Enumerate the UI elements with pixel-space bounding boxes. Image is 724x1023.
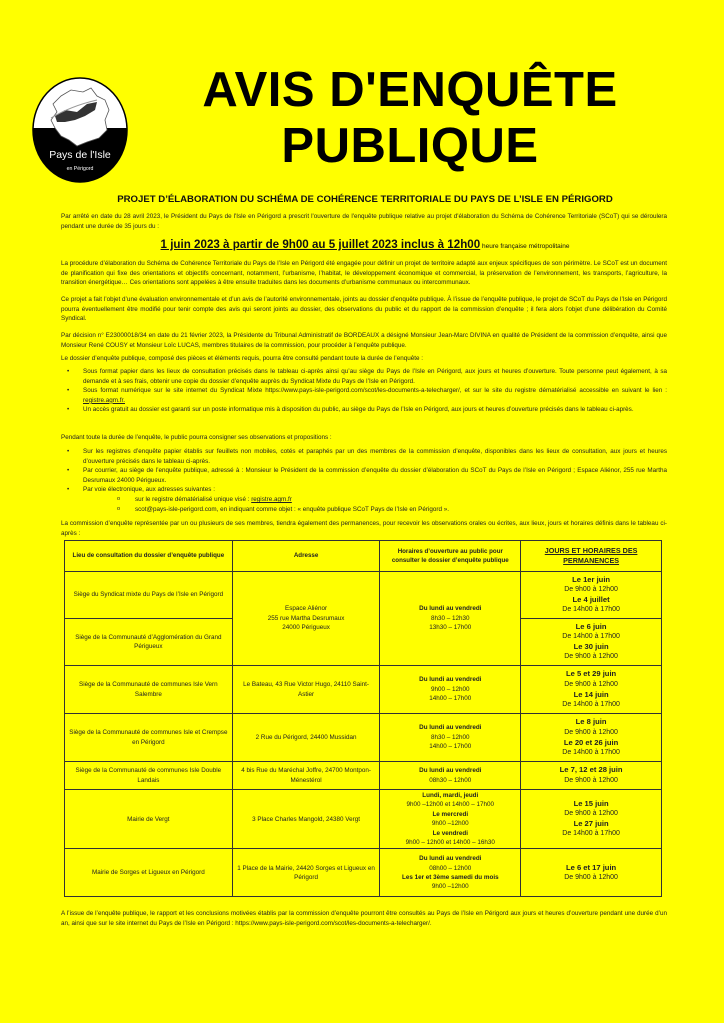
permanence-cell: Le 15 juin De 9h00 à 12h00 Le 27 juin De 14h00 à 17h00 [521, 790, 662, 849]
title-line-1: AVIS D'ENQUÊTE [202, 63, 618, 117]
title-line-2: PUBLIQUE [281, 119, 539, 173]
address-cell: Espace Aliénor 255 rue Martha Desrumaux 24000 Périgueux [232, 572, 380, 666]
hours-cell: Du lundi au vendredi 08h00 – 12h00 Les 1er et 3ème samedi du mois 9h00 –12h00 [380, 849, 521, 897]
address-cell: 3 Place Charles Mangold, 24380 Vergt [232, 790, 380, 849]
permanence-cell: Le 1er juin De 9h00 à 12h00 Le 4 juillet De 14h00 à 17h00 [521, 572, 662, 619]
observations-intro: Pendant toute la durée de l’enquête, le public pourra consigner ses observations et propositions : [61, 434, 332, 441]
header-address: Adresse [232, 541, 380, 572]
place-cell: Siège du Syndicat mixte du Pays de l’Isle en Périgord [65, 572, 233, 619]
enquiry-dates [60, 238, 670, 251]
place-cell: Siège de la Communauté de communes Isle Vern Salembre [65, 666, 233, 714]
address-cell: 1 Place de la Mairie, 24420 Sorges et Ligueux en Périgord [232, 849, 380, 897]
header-permanences: JOURS ET HORAIRES DES PERMANENCES [521, 541, 662, 572]
hours-cell: Du lundi au vendredi 08h30 – 12h00 [380, 762, 521, 790]
dossier-item-paper: • Sous format papier dans les lieux de consultation précisés dans le tableau ci-après ainsi qu’au siège du Pays de l’Isle en Périgord, aux jours et heures d’ouverture. Toute personne peut également, à sa demande et à ses frais, obtenir une copie du dossier d’enquête auprès du Syndicat Mixte du Pays de l’Isle en Périgord. [61, 367, 667, 386]
electronic-email: o scot@pays-isle-perigord.com, en indiquant comme objet : « enquête publique SCoT Pays de l’Isle en Périgord ». [83, 505, 667, 515]
hours-cell: Du lundi au vendredi 8h30 – 12h00 14h00 – 17h00 [380, 714, 521, 762]
place-cell: Siège de la Communauté de communes Isle et Crempse en Périgord [65, 714, 233, 762]
decision-paragraph: Par décision n° E23000018/34 en date du 21 février 2023, la Présidente du Tribunal Administratif de BORDEAUX a désigné Monsieur Jean-Marc DIVINA en qualité de Président de la commission d’enquête, ainsi que Monsieur René COUSY et Monsieur Loïc LUCAS, membres titulaires de la commission, pour procéder à l’enquête publique. [61, 332, 667, 349]
table-row [65, 572, 662, 619]
table-row [65, 762, 662, 790]
table-row [65, 849, 662, 897]
electronic-registry: o sur le registre dématérialisé unique visé : registre.agm.fr [83, 495, 667, 505]
hours-cell: Du lundi au vendredi 9h00 – 12h00 14h00 – 17h00 [380, 666, 521, 714]
header-place: Lieu de consultation du dossier d’enquête publique [65, 541, 233, 572]
evaluation-paragraph: Ce projet a fait l’objet d’une évaluation environnementale et d’un avis de l’autorité environnementale, joints au dossier d’enquête publique. À l’issue de l’enquête publique, le projet de SCoT du Pays de l’Isle en Périgord pourra éventuellement être modifié pour tenir compte des avis qui seront joints au dossier, des observations du public et du rapport de la commission d’enquête ; il fera alors l’objet d’une délibération du Comité Syndical. [61, 296, 667, 323]
table-row [65, 714, 662, 762]
hours-cell: Du lundi au vendredi 8h30 – 12h30 13h30 – 17h00 [380, 572, 521, 666]
table-row [65, 790, 662, 849]
observations-list [61, 447, 667, 514]
dossier-item-computer: • Un accès gratuit au dossier est garanti sur un poste informatique mis à disposition du public, au siège du Pays de l’Isle en Périgord, aux jours et heures d’ouverture précisés dans le tableau ci-après. [61, 405, 667, 415]
closing-paragraph: A l’issue de l’enquête publique, le rapport et les conclusions motivées établis par la commission d’enquête pourront être consultés au Pays de l’Isle en Périgord aux jours et heures d’ouverture pendant une durée d’un an, ainsi que sur le site internet du Pays de l’Isle en Périgord : https://www.pays-isle-perigord.com/scot/les-documents-a-telecharger/. [61, 910, 667, 927]
place-cell: Mairie de Vergt [65, 790, 233, 849]
pays-de-lisle-logo [31, 76, 129, 184]
permanence-cell: Le 6 juin De 14h00 à 17h00 Le 30 juin De 9h00 à 12h00 [521, 619, 662, 666]
table-header-row [65, 541, 662, 572]
observation-item-electronic: • Par voie électronique, aux adresses suivantes : o sur le registre dématérialisé unique visé : registre.agm.fr o scot@pays-isle-perigord.com, en indiquant comme objet : « enquête publique SCoT Pays de l’Isle en Périgord ». [61, 485, 667, 514]
place-cell: Mairie de Sorges et Ligueux en Périgord [65, 849, 233, 897]
dossier-list [61, 367, 667, 415]
permanence-cell: Le 5 et 29 juin De 9h00 à 12h00 Le 14 juin De 14h00 à 17h00 [521, 666, 662, 714]
address-cell: 4 bis Rue du Maréchal Joffre, 24700 Montpon-Ménestérol [232, 762, 380, 790]
registre-link-2[interactable]: registre.agm.fr [251, 495, 292, 503]
permanence-cell: Le 6 et 17 juin De 9h00 à 12h00 [521, 849, 662, 897]
place-cell: Siège de la Communauté de communes Isle Double Landais [65, 762, 233, 790]
permanences-intro: La commission d’enquête représentée par un ou plusieurs de ses membres, tiendra également des permanences, pour recevoir les observations orales ou écrites, aux lieux, jours et horaires définis dans le tableau ci-après : [61, 520, 667, 537]
timezone-note: heure française métropolitaine [480, 243, 570, 250]
dossier-item-digital: • Sous format numérique sur le site internet du Syndicat Mixte https://www.pays-isle-perigord.com/scot/les-documents-a-telecharger/, et sur le site du registre dématérialisé accessible en suivant le lien : registre.agm.fr. [61, 386, 667, 405]
logo-tagline: en Périgord [66, 166, 94, 172]
permanence-cell: Le 7, 12 et 28 juin De 9h00 à 12h00 [521, 762, 662, 790]
permanence-cell: Le 8 juin De 9h00 à 12h00 Le 20 et 26 juin De 14h00 à 17h00 [521, 714, 662, 762]
intro-paragraph: Par arrêté en date du 28 avril 2023, le Président du Pays de l'Isle en Périgord a prescrit l'ouverture de l'enquête publique relative au projet d'élaboration du Schéma de Cohérence Territoriale (SCoT) qui se déroulera pendant une durée de 35 jours du : [61, 213, 667, 230]
observation-item-mail: • Par courrier, au siège de l’enquête publique, adressé à : Monsieur le Président de la commission d’enquête du dossier d’élaboration du SCoT du Pays de l’Isle en Périgord ; Espace Aliénor, 255 rue Martha Desrumaux 24000 Périgueux. [61, 466, 667, 485]
header-hours: Horaires d’ouverture au public pour consulter le dossier d’enquête publique [380, 541, 521, 572]
logo-name: Pays de l'Isle [49, 149, 111, 161]
permanences-table [64, 540, 662, 897]
enquiry-period: 1 juin 2023 à partir de 9h00 au 5 juillet 2023 inclus à 12h00 [160, 238, 481, 251]
page-title [150, 62, 670, 174]
dossier-intro: Le dossier d’enquête publique, composé des pièces et éléments requis, pourra être consulté pendant toute la durée de l’enquête : [61, 355, 423, 362]
project-subtitle: PROJET D’ÉLABORATION DU SCHÉMA DE COHÉRENCE TERRITORIALE DU PAYS DE L’ISLE EN PÉRIGORD [117, 194, 613, 205]
address-cell: Le Bateau, 43 Rue Victor Hugo, 24110 Saint-Astier [232, 666, 380, 714]
logo-map-icon [31, 76, 129, 184]
observation-item-registers: • Sur les registres d’enquête papier établis sur feuillets non mobiles, cotés et paraphés par un des membres de la commission d’enquête, disponibles dans les lieux de consultation, aux jours et heures d’ouverture précisés dans le tableau ci-après. [61, 447, 667, 466]
registre-link[interactable]: registre.agm.fr. [83, 396, 125, 404]
hours-cell: Lundi, mardi, jeudi 9h00 –12h00 et 14h00 – 17h00 Le mercredi 9h00 –12h00 Le vendredi 9h00 – 12h00 et 14h00 – 16h30 [380, 790, 521, 849]
procedure-paragraph: La procédure d’élaboration du Schéma de Cohérence Territoriale du Pays de l’Isle en Périgord été engagée pour définir un projet de territoire adapté aux enjeux spécifiques de son périmètre. Le SCoT est un document de planification qui fixe des orientations et objectifs concernant, notamment, l’urbanisme, l’habitat, le développement économique et commercial, la préservation de l’environnement, les transports, l’agriculture, la transition énergétique… Ces orientations sont appelées à être ensuite traduites dans les documents d’urbanisme communaux ou intercommunaux. [61, 260, 667, 287]
place-cell: Siège de la Communauté d’Agglomération du Grand Périgueux [65, 619, 233, 666]
address-cell: 2 Rue du Périgord, 24400 Mussidan [232, 714, 380, 762]
table-row [65, 666, 662, 714]
